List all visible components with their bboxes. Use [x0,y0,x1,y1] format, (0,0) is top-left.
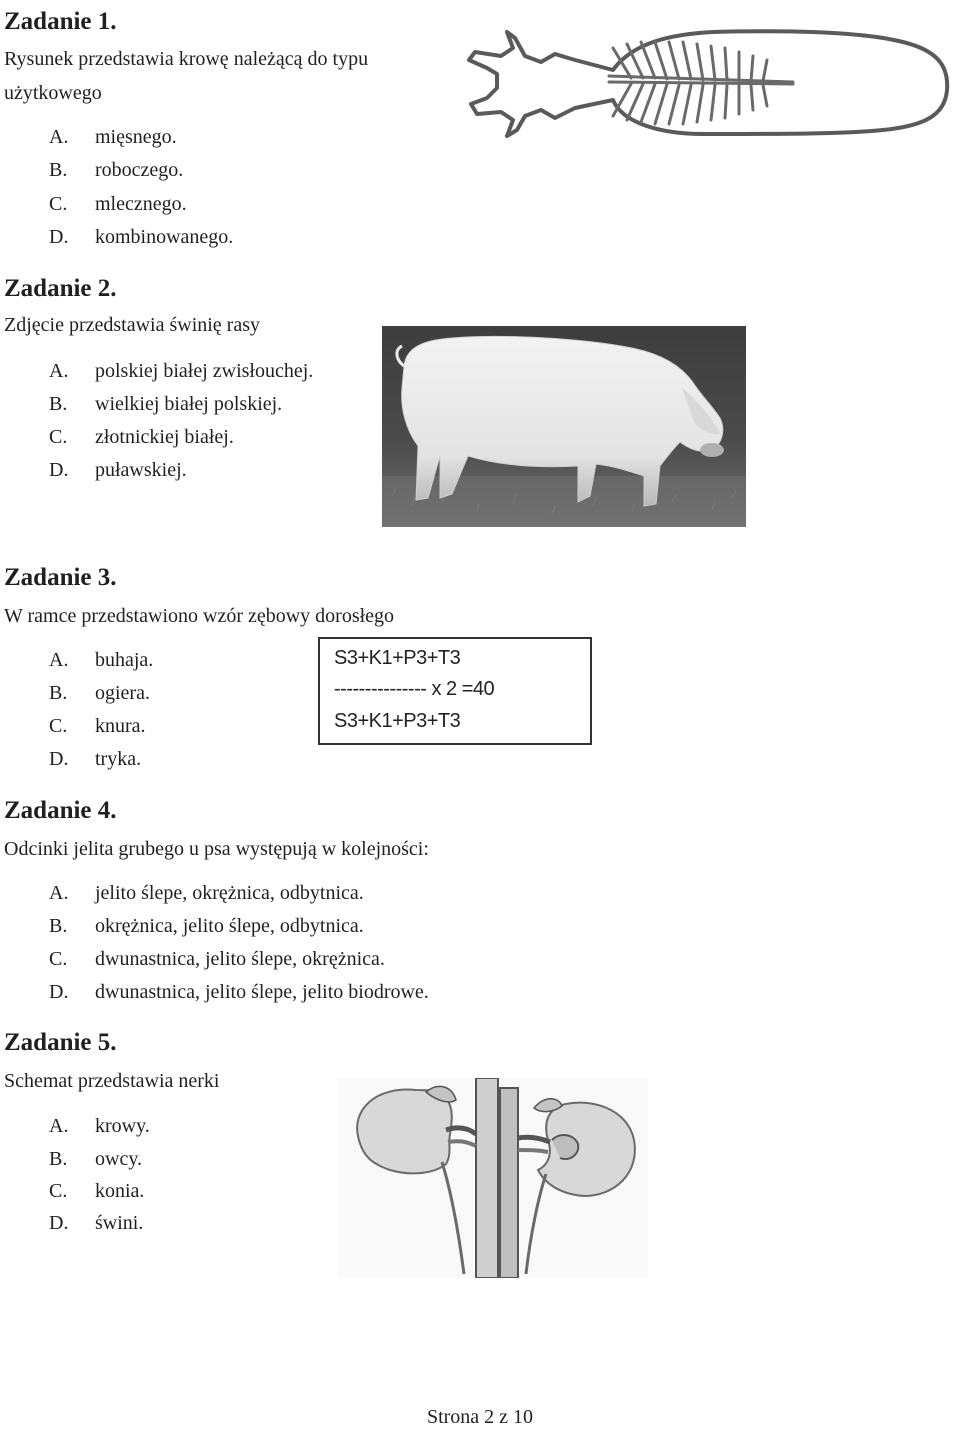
option-letter: A. [49,882,69,904]
option-text: wielkiej białej polskiej. [95,393,283,415]
task-1-heading: Zadanie 1. [4,8,117,35]
option-letter: D. [49,1212,69,1234]
option-letter: A. [49,649,69,671]
task-4-heading: Zadanie 4. [4,797,117,824]
option-text: ogiera. [95,682,150,704]
option-letter: C. [49,715,68,737]
option-letter: A. [49,1115,69,1137]
option-text: dwunastnica, jelito ślepe, jelito biodrowe. [95,981,429,1003]
task-5-question-line-1: Schemat przedstawia nerki [4,1070,220,1092]
option-text: knura. [95,715,146,737]
kidneys-figure [338,1078,648,1278]
cow-body-outline-figure [463,12,958,162]
option-text: jelito ślepe, okrężnica, odbytnica. [95,882,364,904]
option-text: roboczego. [95,159,184,181]
task-3-question-line-1: W ramce przedstawiono wzór zębowy dorosłego [4,605,395,627]
option-text: okrężnica, jelito ślepe, odbytnica. [95,915,364,937]
option-text: krowy. [95,1115,150,1137]
task-5-heading: Zadanie 5. [4,1029,117,1056]
option-text: złotnickiej białej. [95,426,234,448]
page-number: Strona 2 z 10 [426,1406,534,1428]
task-2-question-line-1: Zdjęcie przedstawia świnię rasy [4,314,261,336]
option-letter: B. [49,159,68,181]
option-text: dwunastnica, jelito ślepe, okrężnica. [95,948,385,970]
option-letter: D. [49,459,69,481]
option-letter: C. [49,426,68,448]
option-text: świni. [95,1212,144,1234]
option-letter: D. [49,226,69,248]
dental-formula-denominator: S3+K1+P3+T3 [334,710,461,732]
option-text: mięsnego. [95,126,177,148]
option-text: mlecznego. [95,193,187,215]
option-text: konia. [95,1180,145,1202]
option-letter: B. [49,393,68,415]
option-text: owcy. [95,1148,143,1170]
pig-photo [382,326,746,527]
task-2-heading: Zadanie 2. [4,275,117,302]
option-text: tryka. [95,748,142,770]
option-letter: B. [49,1148,68,1170]
option-letter: C. [49,193,68,215]
dental-formula-fraction-line: --------------- x 2 =40 [334,678,495,700]
task-3-heading: Zadanie 3. [4,564,117,591]
option-letter: B. [49,682,68,704]
option-letter: A. [49,126,69,148]
option-letter: D. [49,748,69,770]
option-text: polskiej białej zwisłouchej. [95,360,314,382]
option-text: kombinowanego. [95,226,234,248]
option-letter: B. [49,915,68,937]
task-1-question-line-2: użytkowego [4,82,102,104]
task-4-question-line-1: Odcinki jelita grubego u psa występują w kolejności: [4,838,429,860]
option-text: buhaja. [95,649,154,671]
option-letter: C. [49,948,68,970]
task-1-question-line-1: Rysunek przedstawia krowę należącą do typu [4,48,369,70]
option-letter: A. [49,360,69,382]
option-text: puławskiej. [95,459,187,481]
option-letter: D. [49,981,69,1003]
option-letter: C. [49,1180,68,1202]
dental-formula-numerator: S3+K1+P3+T3 [334,647,461,669]
dental-formula-box [318,637,592,745]
